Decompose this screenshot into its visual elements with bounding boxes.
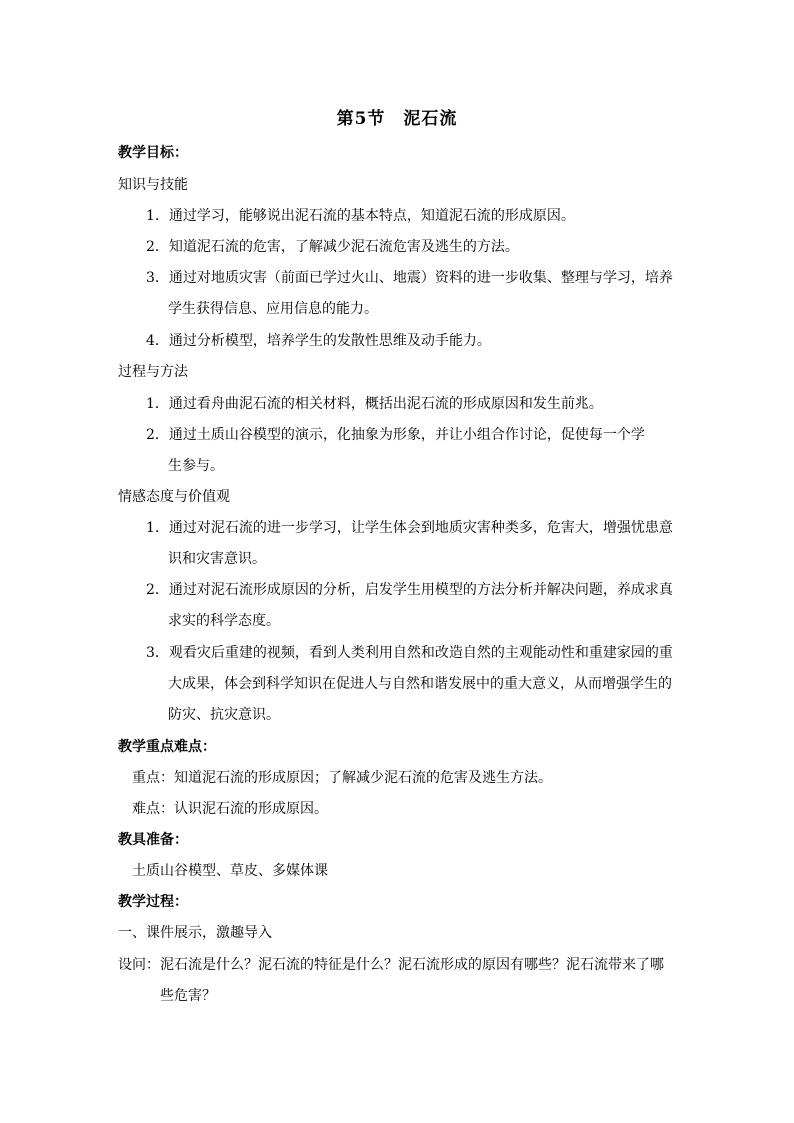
attitude-item-1: 1．通过对泥石流的进一步学习，让学生体会到地质灾害种类多，危害大，增强忧患意 bbox=[146, 520, 673, 536]
knowledge-item-4: 4．通过分析模型，培养学生的发散性思维及动手能力。 bbox=[146, 333, 491, 349]
knowledge-item-1: 1．通过学习，能够说出泥石流的基本特点，知道泥石流的形成原因。 bbox=[146, 208, 575, 224]
process-item-2-cont: 生参与。 bbox=[168, 458, 224, 474]
process-heading: 过程与方法 bbox=[118, 364, 188, 380]
attitude-item-3: 3．观看灾后重建的视频，看到人类利用自然和改造自然的主观能动性和重建家园的重 bbox=[146, 645, 673, 661]
knowledge-item-3-cont: 学生获得信息、应用信息的能力。 bbox=[168, 301, 378, 317]
question-line-1: 设问：泥石流是什么？泥石流的特征是什么？泥石流形成的原因有哪些？泥石流带来了哪 bbox=[118, 957, 664, 973]
key-difficult-heading: 教学重点难点： bbox=[118, 739, 216, 755]
attitude-item-3-cont2: 防灾、抗灾意识。 bbox=[168, 707, 280, 723]
key-point: 重点：知道泥石流的形成原因；了解减少泥石流的危害及逃生方法。 bbox=[132, 770, 552, 786]
difficult-point: 难点：认识泥石流的形成原因。 bbox=[132, 801, 328, 817]
document-title: 第5节 泥石流 bbox=[336, 109, 458, 129]
knowledge-heading: 知识与技能 bbox=[118, 177, 188, 193]
section-one-heading: 一、课件展示，激趣导入 bbox=[118, 925, 272, 941]
attitude-item-1-cont: 识和灾害意识。 bbox=[168, 551, 266, 567]
attitude-item-2: 2．通过对泥石流形成原因的分析，启发学生用模型的方法分析并解决问题，养成求真 bbox=[146, 582, 673, 598]
process-item-1: 1．通过看舟曲泥石流的相关材料，概括出泥石流的形成原因和发生前兆。 bbox=[146, 396, 603, 412]
attitude-heading: 情感态度与价值观 bbox=[118, 489, 230, 505]
knowledge-item-2: 2．知道泥石流的危害，了解减少泥石流危害及逃生的方法。 bbox=[146, 239, 519, 255]
teaching-process-heading: 教学过程： bbox=[118, 894, 188, 910]
question-line-2: 些危害？ bbox=[160, 988, 216, 1004]
process-item-2: 2．通过土质山谷模型的演示，化抽象为形象，并让小组合作讨论，促使每一个学 bbox=[146, 427, 645, 443]
attitude-item-3-cont1: 大成果，体会到科学知识在促进人与自然和谐发展中的重大意义，从而增强学生的 bbox=[168, 676, 672, 692]
tools-heading: 教具准备： bbox=[118, 832, 188, 848]
knowledge-item-3: 3．通过对地质灾害（前面已学过火山、地震）资料的进一步收集、整理与学习，培养 bbox=[146, 270, 673, 286]
tools-text: 土质山谷模型、草皮、多媒体课 bbox=[132, 863, 328, 879]
attitude-item-2-cont: 求实的科学态度。 bbox=[168, 613, 280, 629]
objectives-heading: 教学目标： bbox=[118, 145, 188, 161]
